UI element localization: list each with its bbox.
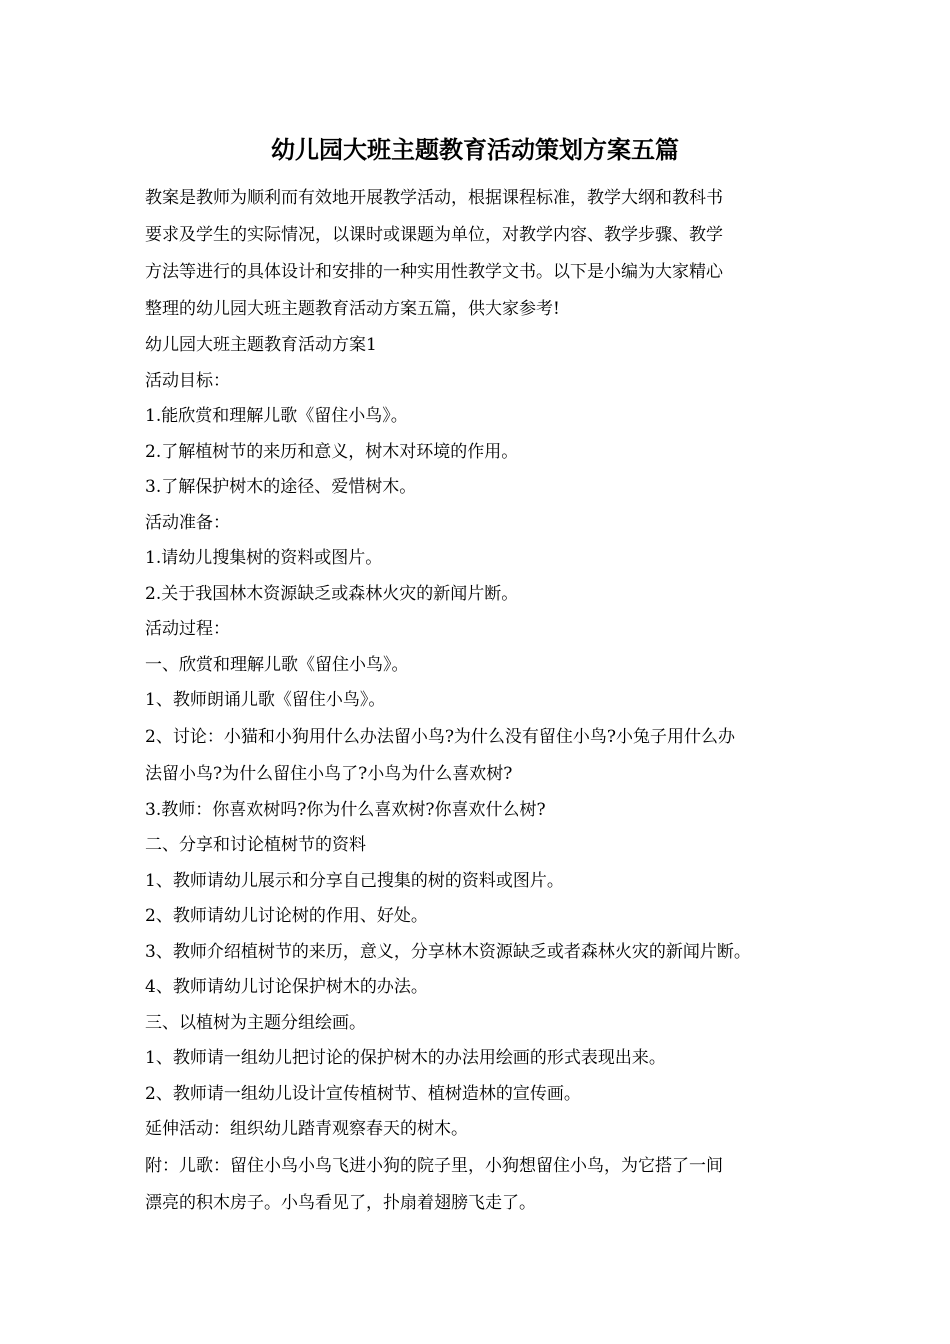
section-label-goals: 活动目标： (145, 370, 230, 391)
process-item: 2、教师请一组幼儿设计宣传植树节、植树造林的宣传画。 (145, 1083, 581, 1104)
goal-item: 2.了解植树节的来历和意义，树木对环境的作用。 (145, 441, 519, 462)
intro-line: 整理的幼儿园大班主题教育活动方案五篇，供大家参考! (145, 299, 560, 319)
intro-paragraph (145, 180, 805, 328)
preparation-item: 1.请幼儿搜集树的资料或图片。 (145, 548, 383, 568)
process-item: 3.教师：你喜欢树吗?你为什么喜欢树?你喜欢什么树? (145, 799, 546, 820)
extension-activity: 延伸活动：组织幼儿踏青观察春天的树木。 (145, 1119, 468, 1139)
process-item: 2、教师请幼儿讨论树的作用、好处。 (145, 906, 428, 926)
process-step-heading: 一、欣赏和理解儿歌《留住小鸟》。 (145, 654, 409, 675)
poem-paragraph (145, 1148, 825, 1222)
process-step-heading: 三、以植树为主题分组绘画。 (145, 1012, 366, 1033)
plan-heading: 幼儿园大班主题教育活动方案1 (145, 335, 377, 355)
discussion-line: 2、讨论：小猫和小狗用什么办法留小鸟?为什么没有留住小鸟?小兔子用什么办 (145, 726, 736, 747)
discussion-paragraph (145, 719, 825, 793)
process-step-heading: 二、分享和讨论植树节的资料 (145, 835, 366, 855)
process-item: 3、教师介绍植树节的来历，意义，分享林木资源缺乏或者森林火灾的新闻片断。 (145, 941, 751, 962)
document-body (145, 180, 825, 1222)
discussion-line: 法留小鸟?为什么留住小鸟了?小鸟为什么喜欢树? (145, 763, 513, 784)
poem-line: 漂亮的积木房子。小鸟看见了，扑扇着翅膀飞走了。 (145, 1192, 536, 1213)
document-title: 幼儿园大班主题教育活动策划方案五篇 (271, 135, 679, 164)
intro-line: 教案是教师为顺利而有效地开展教学活动，根据课程标准，教学大纲和教科书 (145, 188, 723, 208)
poem-line: 附：儿歌：留住小鸟小鸟飞进小狗的院子里，小狗想留住小鸟，为它搭了一间 (145, 1155, 723, 1176)
process-item: 1、教师朗诵儿歌《留住小鸟》。 (145, 690, 386, 710)
process-item: 4、教师请幼儿讨论保护树木的办法。 (145, 977, 428, 997)
intro-line: 要求及学生的实际情况，以课时或课题为单位，对教学内容、教学步骤、教学 (145, 225, 723, 245)
section-label-process: 活动过程： (145, 619, 230, 639)
process-item: 1、教师请幼儿展示和分享自己搜集的树的资料或图片。 (145, 870, 564, 891)
goal-item: 1.能欣赏和理解儿歌《留住小鸟》。 (145, 406, 408, 426)
process-item: 1、教师请一组幼儿把讨论的保护树木的办法用绘画的形式表现出来。 (145, 1048, 666, 1068)
intro-line: 方法等进行的具体设计和安排的一种实用性教学文书。以下是小编为大家精心 (145, 262, 723, 282)
section-label-preparation: 活动准备： (145, 512, 230, 533)
goal-item: 3.了解保护树木的途径、爱惜树木。 (145, 477, 417, 497)
preparation-item: 2.关于我国林木资源缺乏或森林火灾的新闻片断。 (145, 583, 519, 604)
